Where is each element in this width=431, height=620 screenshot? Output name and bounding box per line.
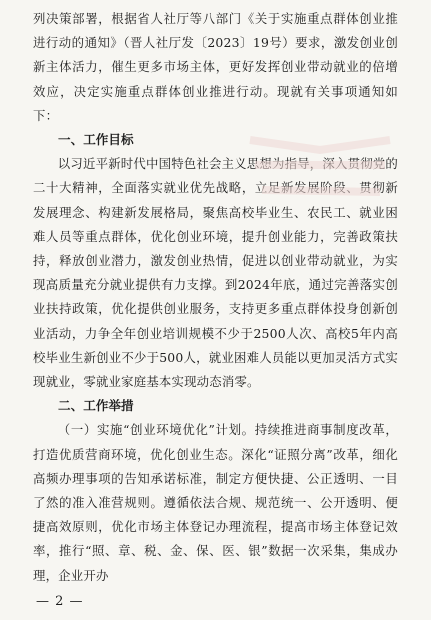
goal-paragraph: 以习近平新时代中国特色社会主义思想为指导，深入贯彻党的二十大精神，全面落实就业优先战略，立足新发展阶段、贯彻新发展理念、构建新发展格局，聚焦高校毕业生、农民工、就业困难人员等重点群体，优化创业环境，提升创业能力，完善政策扶持，释放创业潜力，激发创业热情，促进以创业带动就业，为实现高质量充分就业提供有力支撑。到2024年底，通过完善落实创业扶持政策，优化提供创业服务，支持更多重点群体投身创新创业活动，力争全年创业培训规模不少于2500人次、高校5年内高校毕业生新创业不少于500人，就业困难人员能以更加灵活方式实现就业，零就业家庭基本实现动态消零。 [33,156,398,390]
section-heading-goal: 一、工作目标 [58,132,134,148]
section-heading-measures: 二、工作举措 [58,398,134,414]
measure-paragraph: （一）实施“创业环境优化”计划。持续推进商事制度改革，打造优质营商环境，优化创业生态。深化“证照分离”改革，细化高频办理事项的告知承诺标准，制定方便快捷、公正透明、一目了然的准入准营规则。遵循依法合规、规范统一、公开透明、便捷高效原则，优化市场主体登记办理流程，提高市场主体登记效率，推行“照、章、税、金、保、医、银”数据一次采集，集成办理，企业开办 [33,422,398,583]
intro-paragraph: 列决策部署，根据省人社厅等八部门《关于实施重点群体创业推进行动的通知》（晋人社厅发〔2023〕19号）要求，激发创业创新主体活力，催生更多市场主体，更好发挥创业带动就业的倍增效应，决定实施重点群体创业推进行动。现就有关事项通知如下： [33,11,398,123]
page-number: — 2 — [36,594,84,609]
